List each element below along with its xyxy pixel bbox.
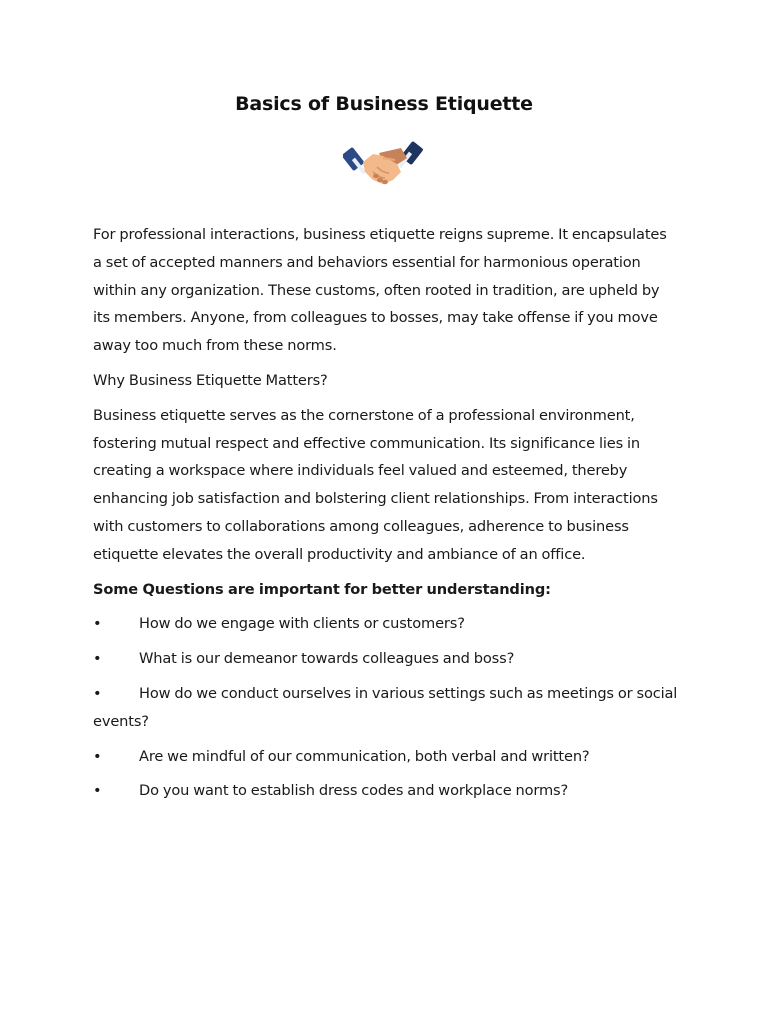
intro-paragraph: For professional interactions, business etiquette reigns supreme. It encapsulates a set of accepted manners and behaviors essential for harmonious operation within any organization. These customs, often rooted in tradition, are upheld by its members. Anyone, from colleagues to bosses, may take offense if you move away too much from these norms.: [93, 226, 667, 355]
bullet-marker: •: [93, 782, 102, 800]
list-item-text: How do we engage with clients or customers?: [139, 615, 465, 633]
list-item: [93, 680, 678, 736]
bullet-marker: •: [93, 650, 102, 668]
handshake-icon: [343, 136, 425, 190]
list-item: [93, 777, 678, 805]
list-item-text: What is our demeanor towards colleagues and boss?: [139, 650, 515, 668]
bullet-marker: •: [93, 615, 102, 633]
list-item: [93, 645, 678, 673]
section-heading: Why Business Etiquette Matters?: [93, 371, 328, 389]
list-item-text: Do you want to establish dress codes and workplace norms?: [139, 782, 569, 800]
list-item: [93, 743, 678, 771]
questions-heading: Some Questions are important for better understanding:: [93, 580, 551, 598]
bullet-marker: •: [93, 684, 102, 702]
list-item: [93, 610, 678, 638]
list-item-text: How do we conduct ourselves in various settings such as meetings or social events?: [93, 684, 678, 730]
document-body: [93, 221, 678, 805]
section-paragraph: Business etiquette serves as the cornerstone of a professional environment, fostering mutual respect and effective communication. Its significance lies in creating a workspace where individuals feel valued and esteemed, thereby enhancing job satisfaction and bolstering client relationships. From interactions with customers to collaborations among colleagues, adherence to business etiquette elevates the overall productivity and ambiance of an office.: [93, 406, 658, 563]
list-item-text: Are we mindful of our communication, both verbal and written?: [139, 747, 590, 765]
bullet-marker: •: [93, 747, 102, 765]
page-title: Basics of Business Etiquette: [235, 93, 533, 115]
